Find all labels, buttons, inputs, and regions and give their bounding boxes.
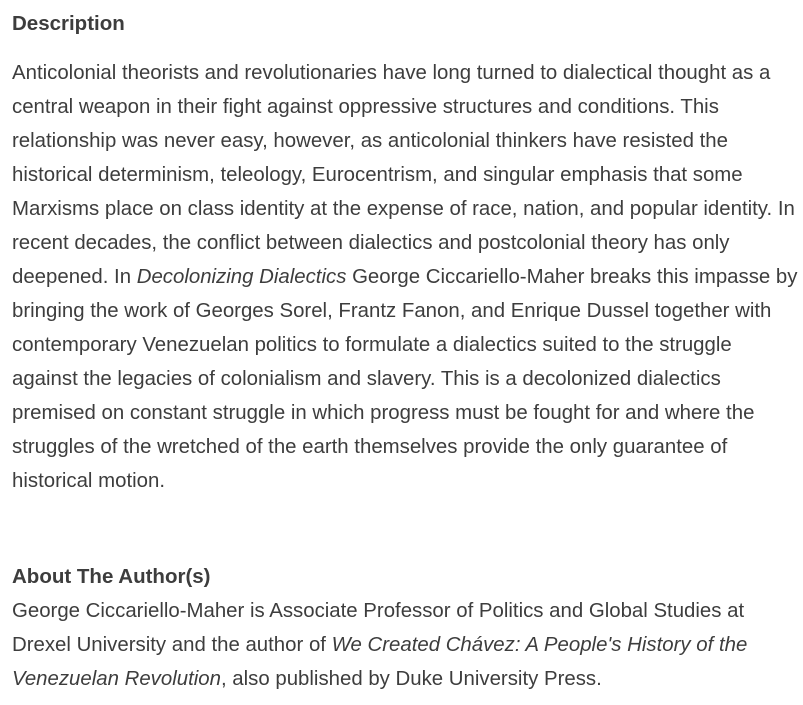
other-book-title: We Created Chávez: A People's History of the Venezuelan Revolution bbox=[12, 634, 748, 690]
description-text-part2: George Ciccariello-Maher breaks this impasse by bringing the work of Georges Sorel, Frantz Fanon, and Enrique Dussel together with contemporary Venezuelan politics to formulate a dialectics suited to the struggle against the legacies of colonialism and slavery. This is a decolonized dialectics premised on constant struggle in which progress must be fought for and where the struggles of the wretched of the earth themselves provide the only guarantee of historical motion. bbox=[12, 266, 798, 492]
description-text-part1: Anticolonial theorists and revolutionaries have long turned to dialectical thought as a central weapon in their fight against oppressive structures and conditions. This relationship was never easy, however, as anticolonial thinkers have resisted the historical determinism, teleology, Eurocentrism, and singular emphasis that some Marxisms place on class identity at the expense of race, nation, and popular identity. In recent decades, the conflict between dialectics and postcolonial theory has only deepened. In bbox=[12, 62, 795, 288]
book-title: Decolonizing Dialectics bbox=[136, 266, 347, 288]
about-author-text-part2: , also published by Duke University Press. bbox=[220, 668, 602, 690]
about-author-text-part1: George Ciccariello-Maher is Associate Professor of Politics and Global Studies at Drexel University and the author of bbox=[12, 600, 745, 656]
about-author-text bbox=[12, 594, 798, 696]
description-heading: Description bbox=[12, 12, 125, 35]
about-author-heading: About The Author(s) bbox=[12, 565, 211, 588]
description-text bbox=[12, 56, 798, 498]
